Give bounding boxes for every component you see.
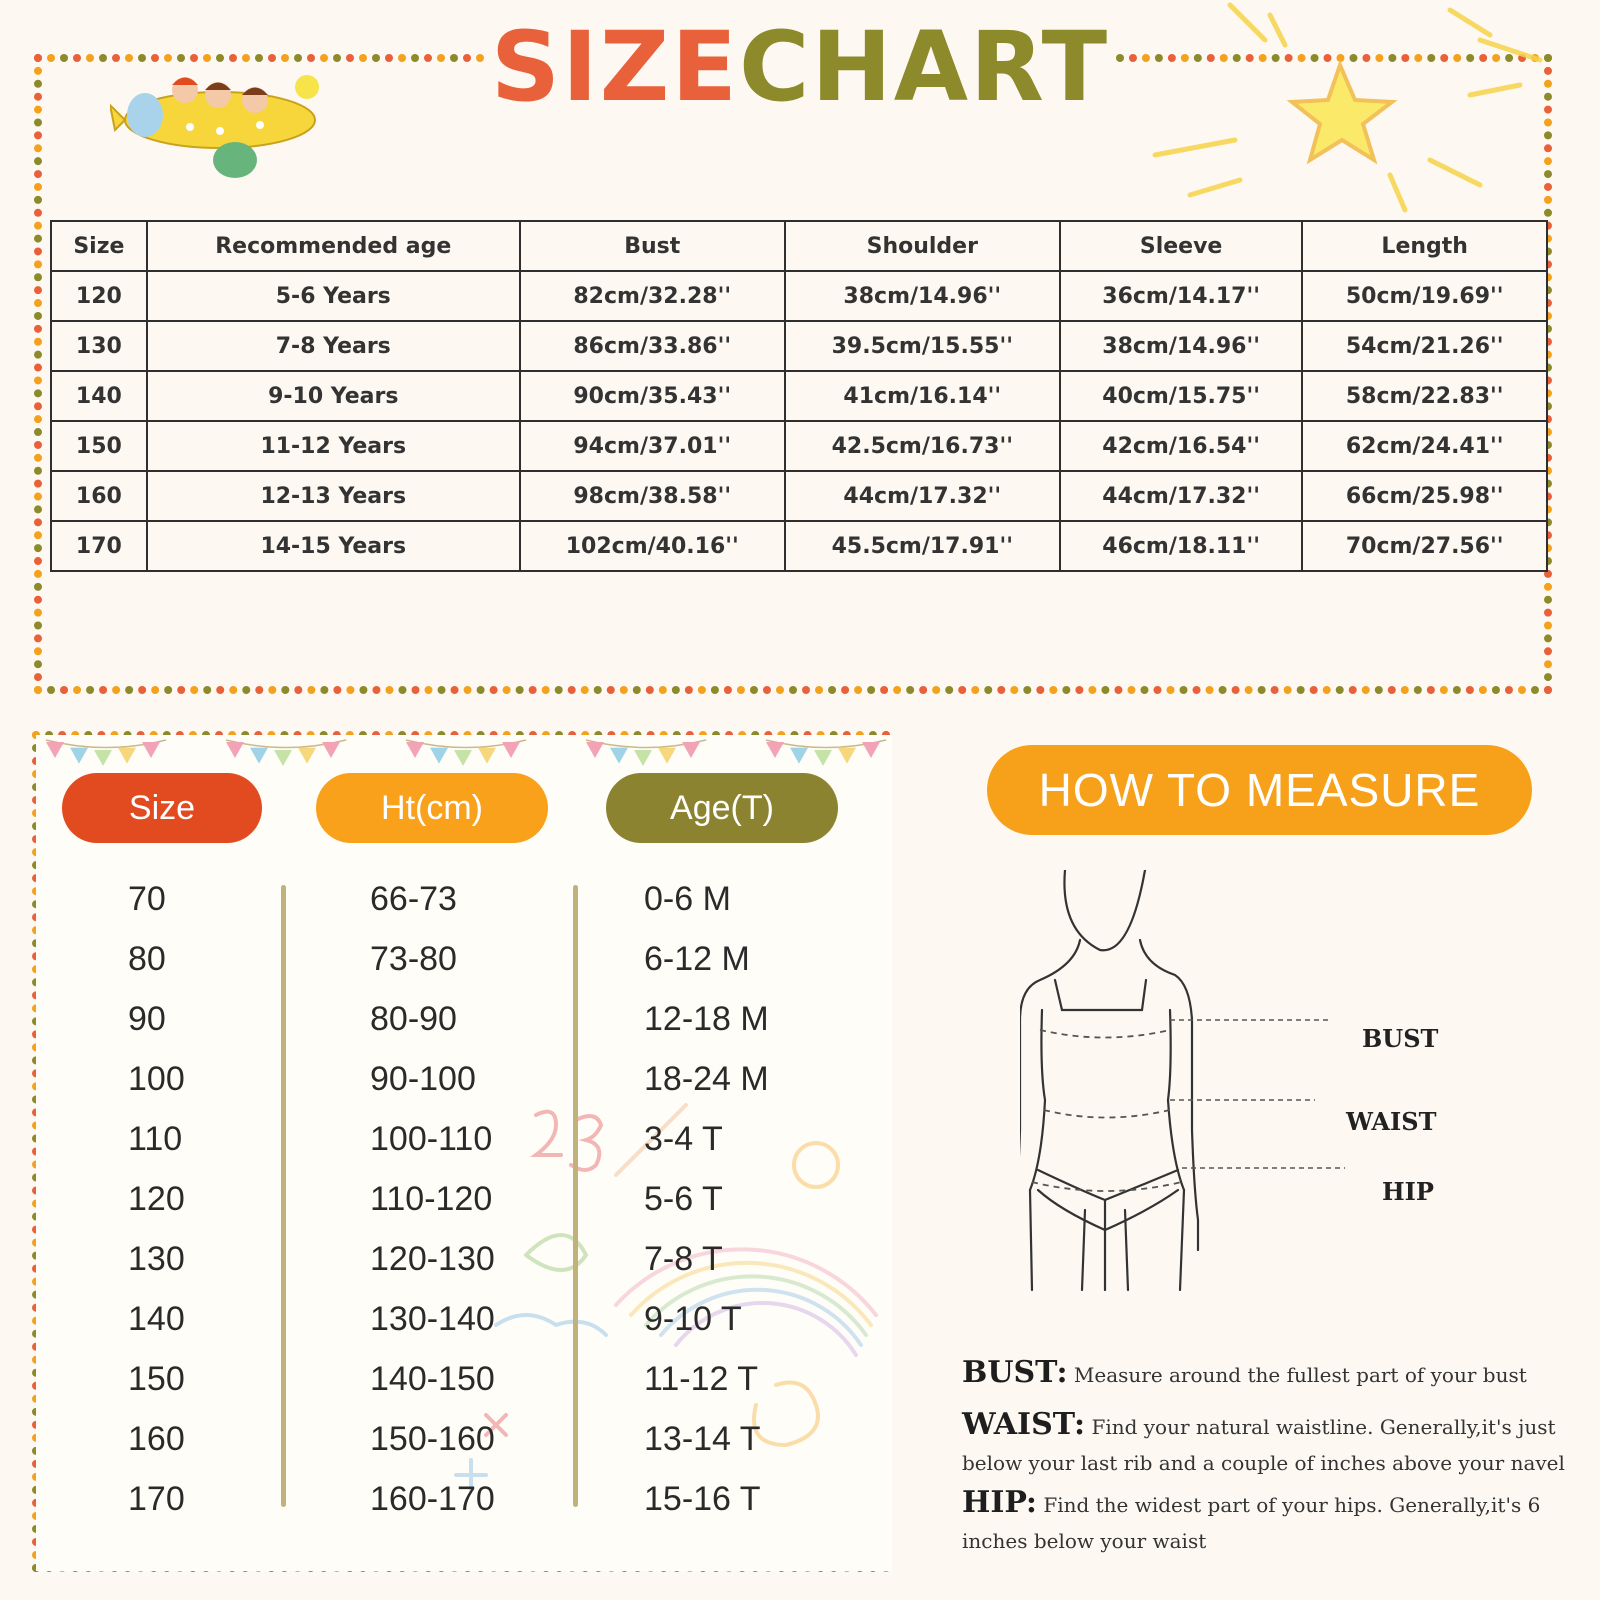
bunting-flag xyxy=(118,748,136,764)
table-cell: 39.5cm/15.55'' xyxy=(785,321,1060,371)
bust-label: BUST xyxy=(1362,1024,1439,1053)
bunting-flag xyxy=(610,748,628,764)
table-cell: 44cm/17.32'' xyxy=(785,471,1060,521)
size-value: 80 xyxy=(128,939,166,978)
table-cell: 62cm/24.41'' xyxy=(1302,421,1547,471)
bunting-flag xyxy=(226,742,244,758)
table-cell: 45.5cm/17.91'' xyxy=(785,521,1060,571)
size-value: 110 xyxy=(128,1119,183,1158)
table-cell: 94cm/37.01'' xyxy=(520,421,785,471)
size-value: 150 xyxy=(128,1359,185,1398)
height-value: 80-90 xyxy=(370,999,457,1038)
size-value: 120 xyxy=(128,1179,185,1218)
height-value: 140-150 xyxy=(370,1359,495,1398)
age-value: 11-12 T xyxy=(644,1359,759,1398)
table-cell: 40cm/15.75'' xyxy=(1060,371,1303,421)
table-cell: 7-8 Years xyxy=(147,321,520,371)
size-value: 70 xyxy=(128,879,166,918)
table-row xyxy=(51,471,1547,521)
body-measurement-figure xyxy=(1020,870,1440,1320)
size-column-header: Size xyxy=(62,773,262,843)
table-row xyxy=(51,271,1547,321)
header-sleeve: Sleeve xyxy=(1060,221,1303,271)
title-word-size: SIZE xyxy=(490,11,739,123)
table-cell: 41cm/16.14'' xyxy=(785,371,1060,421)
bunting-flags-decoration xyxy=(36,735,892,775)
bunting-flag xyxy=(46,742,64,758)
age-value: 12-18 M xyxy=(644,999,769,1038)
age-value: 5-6 T xyxy=(644,1179,723,1218)
bunting-flag xyxy=(322,742,340,758)
height-value: 160-170 xyxy=(370,1479,495,1518)
bunting-flag xyxy=(454,750,472,766)
waist-text: Find your natural waistline. Generally,it's just below your last rib and a couple of inches above your navel xyxy=(962,1415,1565,1475)
age-value: 9-10 T xyxy=(644,1299,742,1338)
hip-definition xyxy=(962,1485,1567,1559)
age-value: 18-24 M xyxy=(644,1059,769,1098)
table-row xyxy=(51,521,1547,571)
table-cell: 50cm/19.69'' xyxy=(1302,271,1547,321)
size-value: 100 xyxy=(128,1059,185,1098)
size-value: 90 xyxy=(128,999,166,1038)
hip-label: HIP xyxy=(1382,1177,1434,1206)
age-value: 7-8 T xyxy=(644,1239,723,1278)
table-header-row xyxy=(51,221,1547,271)
table-cell: 150 xyxy=(51,421,147,471)
hip-term: HIP: xyxy=(962,1485,1037,1520)
bunting-flag xyxy=(70,748,88,764)
bust-definition xyxy=(962,1355,1567,1393)
table-cell: 36cm/14.17'' xyxy=(1060,271,1303,321)
table-cell: 70cm/27.56'' xyxy=(1302,521,1547,571)
size-column xyxy=(128,869,388,1529)
airplane-kids-illustration xyxy=(110,35,330,185)
bunting-flag xyxy=(682,742,700,758)
table-cell: 120 xyxy=(51,271,147,321)
page-title xyxy=(490,11,1110,123)
bunting-flag xyxy=(586,742,604,758)
bunting-flag xyxy=(502,742,520,758)
table-cell: 38cm/14.96'' xyxy=(1060,321,1303,371)
table-row xyxy=(51,321,1547,371)
age-value: 13-14 T xyxy=(644,1419,761,1458)
table-cell: 11-12 Years xyxy=(147,421,520,471)
height-value: 73-80 xyxy=(370,939,457,978)
size-value: 130 xyxy=(128,1239,185,1278)
bunting-flag xyxy=(250,748,268,764)
table-cell: 42cm/16.54'' xyxy=(1060,421,1303,471)
height-value: 120-130 xyxy=(370,1239,495,1278)
table-cell: 66cm/25.98'' xyxy=(1302,471,1547,521)
bunting-flag xyxy=(790,748,808,764)
table-cell: 46cm/18.11'' xyxy=(1060,521,1303,571)
height-value: 150-160 xyxy=(370,1419,495,1458)
kids-size-panel xyxy=(36,735,892,1571)
table-cell: 102cm/40.16'' xyxy=(520,521,785,571)
measurement-definitions xyxy=(962,1355,1567,1559)
hip-text: Find the widest part of your hips. Generally,it's 6 inches below your waist xyxy=(962,1493,1541,1553)
how-to-measure-banner: HOW TO MEASURE xyxy=(987,745,1532,835)
table-cell: 98cm/38.58'' xyxy=(520,471,785,521)
table-body xyxy=(51,271,1547,571)
table-row xyxy=(51,371,1547,421)
header-recommended-age: Recommended age xyxy=(147,221,520,271)
height-value: 90-100 xyxy=(370,1059,476,1098)
bust-term: BUST: xyxy=(962,1355,1068,1390)
table-cell: 14-15 Years xyxy=(147,521,520,571)
bunting-flag xyxy=(838,748,856,764)
bunting-flag xyxy=(862,742,880,758)
bunting-flag xyxy=(430,748,448,764)
table-cell: 5-6 Years xyxy=(147,271,520,321)
bunting-flag xyxy=(406,742,424,758)
table-cell: 140 xyxy=(51,371,147,421)
table-row xyxy=(51,421,1547,471)
header-length: Length xyxy=(1302,221,1547,271)
bunting-flag xyxy=(814,750,832,766)
table-cell: 42.5cm/16.73'' xyxy=(785,421,1060,471)
size-value: 170 xyxy=(128,1479,185,1518)
bust-text: Measure around the fullest part of your bust xyxy=(1073,1363,1527,1387)
bunting-flag xyxy=(658,748,676,764)
table-cell: 86cm/33.86'' xyxy=(520,321,785,371)
bunting-flag xyxy=(142,742,160,758)
bunting-flag xyxy=(298,748,316,764)
bunting-flag xyxy=(94,750,112,766)
header-bust: Bust xyxy=(520,221,785,271)
height-value: 100-110 xyxy=(370,1119,493,1158)
age-column xyxy=(644,869,904,1529)
size-value: 160 xyxy=(128,1419,185,1458)
table-cell: 58cm/22.83'' xyxy=(1302,371,1547,421)
waist-term: WAIST: xyxy=(962,1407,1086,1442)
age-column-header: Age(T) xyxy=(606,773,838,843)
star-sparkle-illustration xyxy=(1150,0,1550,215)
table-cell: 170 xyxy=(51,521,147,571)
height-value: 130-140 xyxy=(370,1299,495,1338)
title-word-chart: CHART xyxy=(738,11,1110,123)
size-value: 140 xyxy=(128,1299,185,1338)
header-size: Size xyxy=(51,221,147,271)
height-column xyxy=(370,869,630,1529)
height-value: 110-120 xyxy=(370,1179,493,1218)
table-cell: 44cm/17.32'' xyxy=(1060,471,1303,521)
bunting-flag xyxy=(478,748,496,764)
age-value: 3-4 T xyxy=(644,1119,723,1158)
table-cell: 38cm/14.96'' xyxy=(785,271,1060,321)
table-cell: 54cm/21.26'' xyxy=(1302,321,1547,371)
bunting-flag xyxy=(766,742,784,758)
table-cell: 82cm/32.28'' xyxy=(520,271,785,321)
waist-definition xyxy=(962,1407,1567,1481)
table-cell: 12-13 Years xyxy=(147,471,520,521)
bunting-flag xyxy=(274,750,292,766)
age-value: 6-12 M xyxy=(644,939,750,978)
age-value: 15-16 T xyxy=(644,1479,761,1518)
header-shoulder: Shoulder xyxy=(785,221,1060,271)
size-chart-table xyxy=(50,220,1548,572)
table-cell: 90cm/35.43'' xyxy=(520,371,785,421)
waist-label: WAIST xyxy=(1346,1107,1437,1136)
height-value: 66-73 xyxy=(370,879,457,918)
age-value: 0-6 M xyxy=(644,879,731,918)
height-column-header: Ht(cm) xyxy=(316,773,548,843)
bunting-flag xyxy=(634,750,652,766)
table-cell: 9-10 Years xyxy=(147,371,520,421)
table-cell: 130 xyxy=(51,321,147,371)
table-cell: 160 xyxy=(51,471,147,521)
